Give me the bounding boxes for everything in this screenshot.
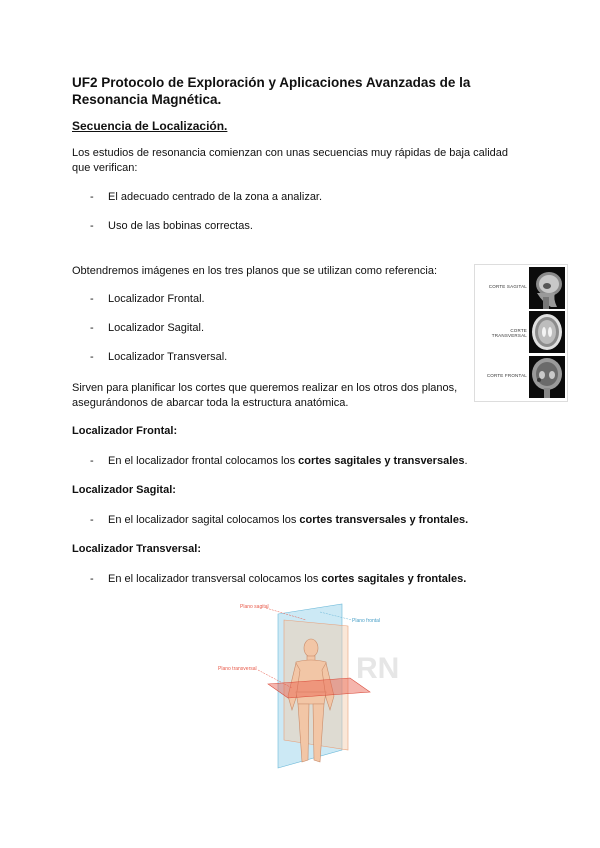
document-title: UF2 Protocolo de Exploración y Aplicaciones Avanzadas de la Resonancia Magnética.	[72, 75, 471, 107]
label-plano-sagital: Plano sagital	[240, 604, 269, 610]
mri-sagittal-image	[529, 267, 565, 309]
bullet-dash: -	[90, 220, 94, 232]
intro-bullet-text: El adecuado centrado de la zona a analizar.	[108, 191, 323, 203]
frontal-text: En el localizador frontal colocamos los	[108, 455, 299, 467]
bullet-dash: -	[90, 351, 94, 363]
watermark-text: RN	[356, 652, 400, 685]
frontal-heading: Localizador Frontal:	[72, 425, 178, 437]
transversal-heading: Localizador Transversal:	[72, 543, 201, 555]
label-plano-transversal: Plano transversal	[218, 666, 257, 672]
purpose-paragraph: Sirven para planificar los cortes que queremos realizar en los otros dos planos, asegurándonos de abarcar toda la estructura anatómica.	[72, 382, 458, 409]
mri-transverse-image	[529, 311, 565, 353]
planes-bullet-text: Localizador Sagital.	[108, 322, 205, 334]
intro-bullet	[90, 219, 253, 233]
sagital-heading: Localizador Sagital:	[72, 484, 176, 496]
bullet-dash: -	[90, 322, 94, 334]
planes-bullet-text: Localizador Transversal.	[108, 351, 228, 363]
planes-bullet	[90, 292, 205, 306]
planes-bullet	[90, 350, 227, 364]
transversal-bold-text: cortes sagitales y frontales.	[321, 573, 467, 585]
frontal-bullet	[90, 454, 468, 468]
planes-intro: Obtendremos imágenes en los tres planos que se utilizan como referencia:	[72, 265, 438, 277]
mri-label-sagital: CORTE SAGITAL	[488, 284, 527, 289]
frontal-bold-text: cortes sagitales y transversales	[298, 455, 465, 467]
sagital-text: En el localizador sagital colocamos los	[108, 514, 300, 526]
label-plano-frontal: Plano frontal	[352, 618, 381, 624]
bullet-dash: -	[90, 514, 94, 526]
intro-bullet-text: Uso de las bobinas correctas.	[108, 220, 253, 232]
sagital-bullet	[90, 513, 468, 527]
mri-label-transversal: CORTE TRANSVERSAL	[491, 328, 527, 338]
transversal-bullet	[90, 572, 466, 586]
frontal-text-end: .	[464, 455, 468, 467]
bullet-dash: -	[90, 455, 94, 467]
bullet-dash: -	[90, 191, 94, 203]
planes-bullet-text: Localizador Frontal.	[108, 293, 205, 305]
planes-bullet	[90, 321, 204, 335]
bullet-dash: -	[90, 573, 94, 585]
intro-paragraph: Los estudios de resonancia comienzan con unas secuencias muy rápidas de baja calidad que verifican:	[72, 147, 508, 174]
transversal-text: En el localizador transversal colocamos los	[108, 573, 322, 585]
mri-frontal-image	[529, 356, 565, 398]
bullet-dash: -	[90, 293, 94, 305]
section-title: Secuencia de Localización.	[72, 119, 228, 133]
mri-label-frontal: CORTE FRONTAL	[486, 373, 527, 378]
intro-bullet	[90, 190, 322, 204]
anatomical-planes-figure	[210, 600, 410, 775]
sagital-bold-text: cortes transversales y frontales.	[299, 514, 469, 526]
